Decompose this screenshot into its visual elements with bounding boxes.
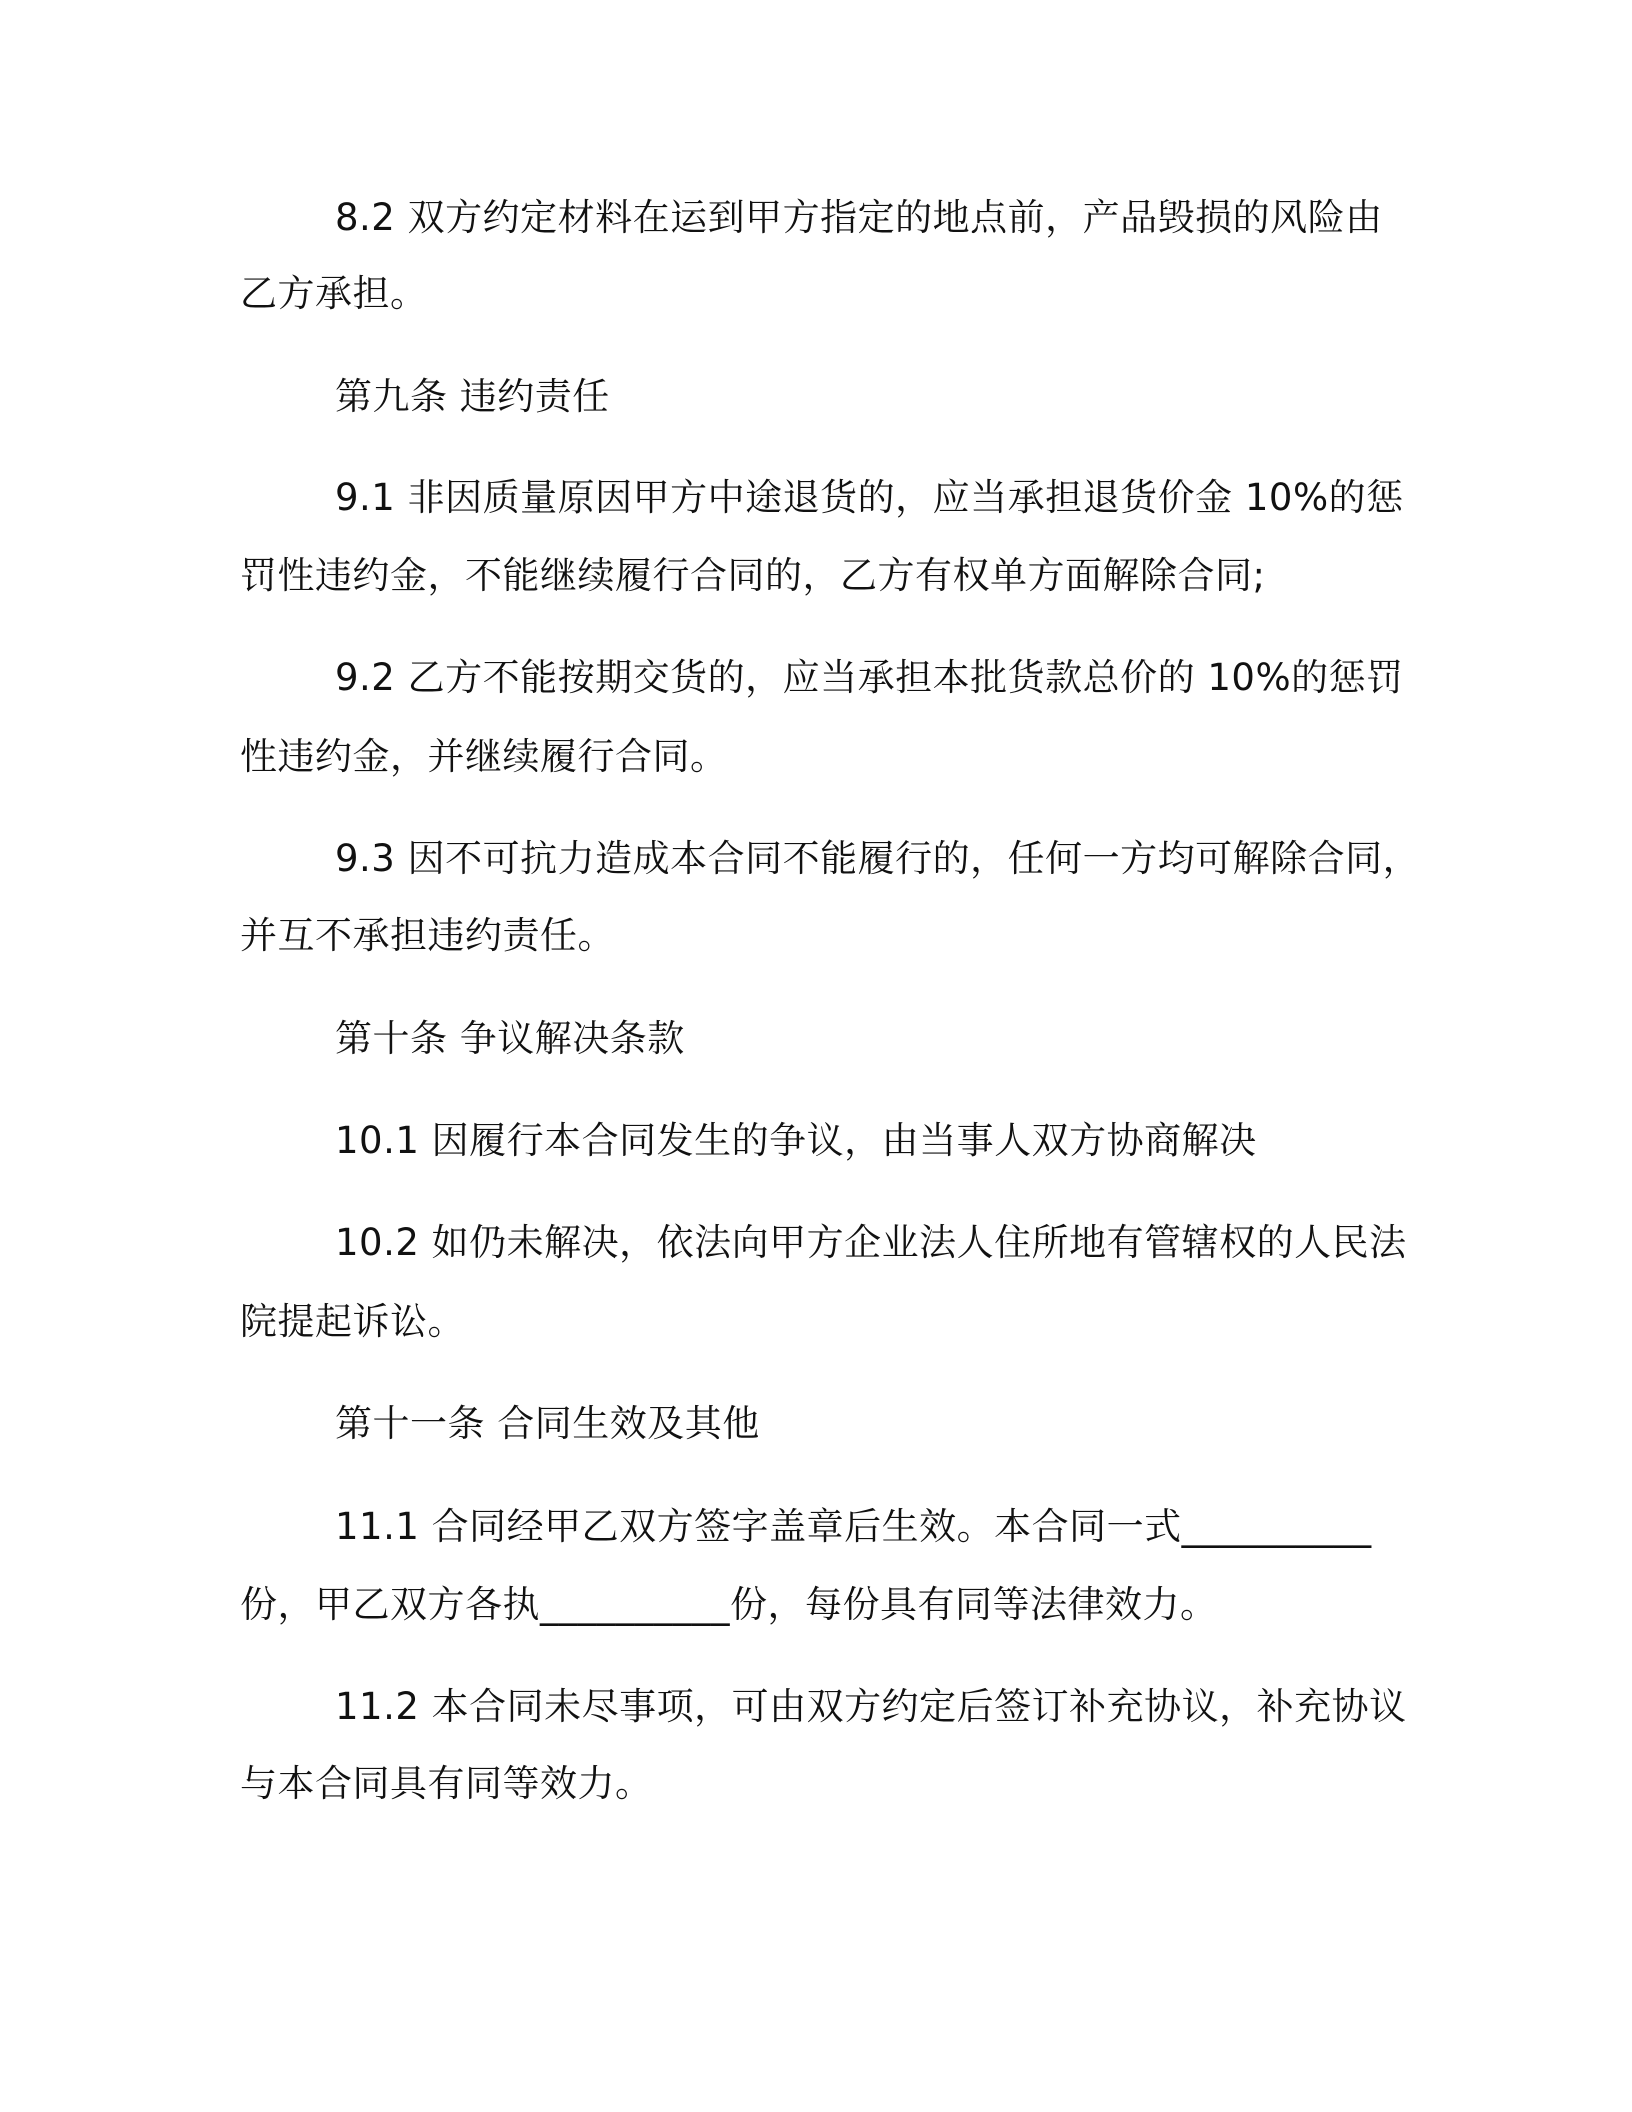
clause-11-1-line-1: 11.1 合同经甲乙双方签字盖章后生效。本合同一式__________ xyxy=(335,1505,1372,1548)
article-9-heading: 第九条 违约责任 xyxy=(335,375,610,418)
clause-10-1-line-1: 10.1 因履行本合同发生的争议，由当事人双方协商解决 xyxy=(335,1119,1257,1162)
clause-10-2-line-2: 院提起诉讼。 xyxy=(240,1300,465,1343)
clause-9-3-line-2: 并互不承担违约责任。 xyxy=(240,914,615,957)
clause-8-2-line-2: 乙方承担。 xyxy=(240,272,428,315)
clause-10-2-line-1: 10.2 如仍未解决，依法向甲方企业法人住所地有管辖权的人民法 xyxy=(335,1221,1407,1264)
clause-9-2-line-1: 9.2 乙方不能按期交货的，应当承担本批货款总价的 10%的惩罚 xyxy=(335,656,1404,699)
clause-11-2-line-2: 与本合同具有同等效力。 xyxy=(240,1762,653,1805)
clause-9-3-line-1: 9.3 因不可抗力造成本合同不能履行的，任何一方均可解除合同， xyxy=(335,837,1421,880)
clause-9-1-line-2: 罚性违约金，不能继续履行合同的，乙方有权单方面解除合同; xyxy=(240,554,1266,597)
clause-9-2-line-2: 性违约金，并继续履行合同。 xyxy=(240,735,728,778)
clause-8-2-line-1: 8.2 双方约定材料在运到甲方指定的地点前，产品毁损的风险由 xyxy=(335,196,1383,239)
article-11-heading: 第十一条 合同生效及其他 xyxy=(335,1402,760,1445)
article-10-heading: 第十条 争议解决条款 xyxy=(335,1017,685,1060)
clause-11-1-line-2: 份，甲乙双方各执__________份，每份具有同等法律效力。 xyxy=(240,1583,1218,1626)
clause-9-1-line-1: 9.1 非因质量原因甲方中途退货的，应当承担退货价金 10%的惩 xyxy=(335,476,1404,519)
clause-11-2-line-1: 11.2 本合同未尽事项，可由双方约定后签订补充协议，补充协议 xyxy=(335,1685,1407,1728)
